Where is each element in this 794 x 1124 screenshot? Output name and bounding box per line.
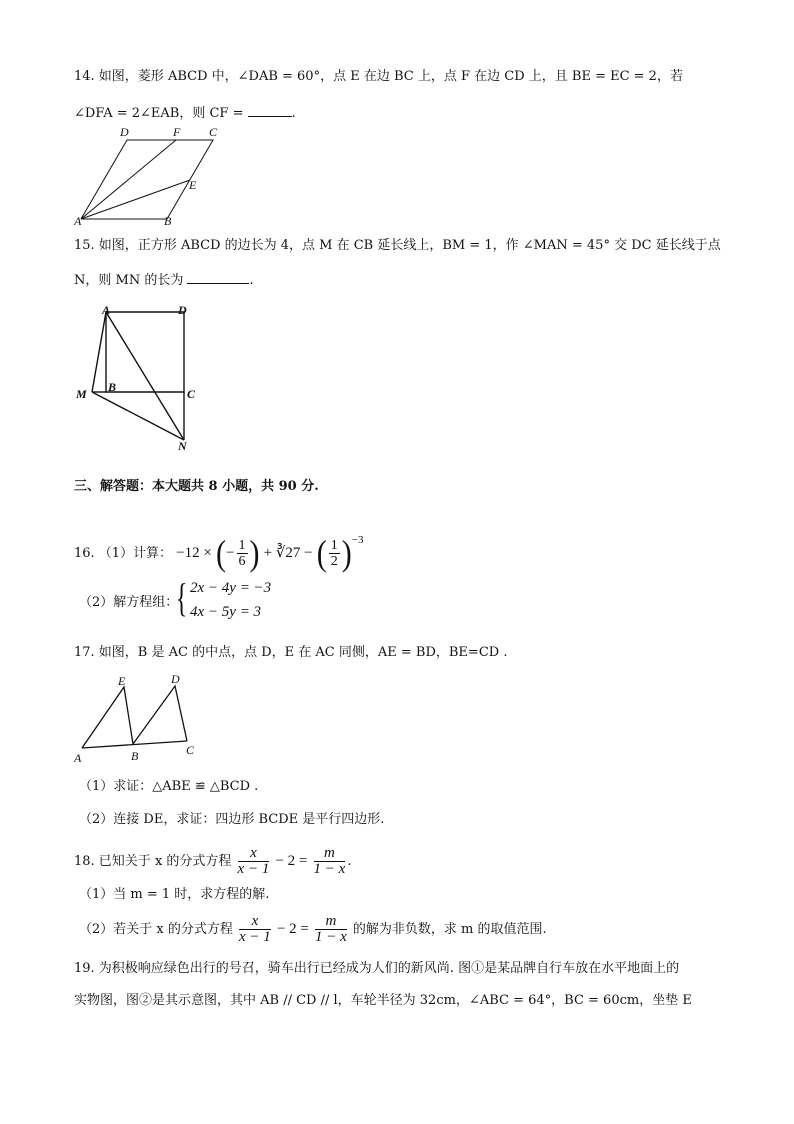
label-c: C xyxy=(187,387,196,401)
q14-line2-text: ∠DFA = 2∠EAB，则 CF = xyxy=(74,106,244,121)
q16-root-term: + ∛27 − xyxy=(263,545,313,561)
segment-am xyxy=(92,312,106,392)
section-title: 三、解答题：本大题共 8 小题，共 90 分. xyxy=(74,479,319,494)
frac-num: 1 xyxy=(330,538,338,553)
label-d: D xyxy=(171,672,180,686)
q18-part1: （1）当 m = 1 时，求方程的解. xyxy=(79,887,270,902)
label-d: D xyxy=(120,125,129,139)
q18-end: . xyxy=(347,854,352,869)
triangle-bcd-sides xyxy=(133,686,187,744)
frac-num: x xyxy=(238,846,270,862)
label-c: C xyxy=(209,125,218,139)
q16-part1-prefix: 16. （1）计算： xyxy=(74,546,173,561)
q15-line2-text: N，则 MN 的长为 xyxy=(74,273,184,288)
q18-prefix: 18. 已知关于 x 的分式方程 xyxy=(74,854,232,869)
figure-q15-square xyxy=(72,300,212,455)
frac-den: 1 − x xyxy=(313,861,346,877)
q16-part2-label: （2）解方程组： xyxy=(79,595,179,610)
label-b: B xyxy=(108,380,117,394)
frac-den: 1 − x xyxy=(315,929,347,945)
label-m: M xyxy=(76,387,87,401)
label-e: E xyxy=(189,178,197,192)
frac-den: x − 1 xyxy=(237,861,270,877)
q14-line2 xyxy=(74,102,296,123)
frac-den: x − 1 xyxy=(239,929,271,945)
fraction-1-2 xyxy=(329,538,340,569)
fraction-m-over-1-minus-x xyxy=(315,914,347,945)
q14-line1: 14. 如图，菱形 ABCD 中，∠DAB = 60°，点 E 在边 BC 上，点 F 在边 CD 上，且 BE = EC = 2，若 xyxy=(74,69,683,84)
frac-num: m xyxy=(314,846,346,862)
q17-line1: 17. 如图，B 是 AC 的中点，点 D，E 在 AC 同侧，AE = BD，BE=CD . xyxy=(74,645,508,660)
q18-line1 xyxy=(74,844,351,879)
left-paren: ( xyxy=(316,533,327,573)
segment-ae xyxy=(81,180,190,219)
label-e: E xyxy=(118,674,126,688)
square-outline xyxy=(106,312,184,392)
label-f: F xyxy=(173,125,181,139)
label-a: A xyxy=(74,214,82,226)
left-brace: { xyxy=(175,575,188,620)
right-paren: ) xyxy=(249,533,260,573)
q15-line2-end: . xyxy=(249,273,254,288)
equation-2: 4x − 5y = 3 xyxy=(190,604,262,620)
q18-part2-suffix: 的解为非负数，求 m 的取值范围. xyxy=(352,922,547,937)
answer-blank-15 xyxy=(187,269,249,284)
q18-part2 xyxy=(79,912,547,947)
q17-part1: （1）求证：△ABE ≌ △BCD . xyxy=(79,779,259,794)
q18-mid: − 2 = xyxy=(276,921,309,937)
q15-line1: 15. 如图，正方形 ABCD 的边长为 4，点 M 在 CB 延长线上，BM = 1，作 ∠MAN = 45° 交 DC 延长线于点 xyxy=(74,238,721,253)
triangle-abe-sides xyxy=(82,687,133,748)
label-a: A xyxy=(74,751,82,765)
q19-line2: 实物图，图②是其示意图，其中 AB // CD // l，车轮半径为 32cm，∠ABC = 64°，BC = 60cm，坐垫 E xyxy=(74,993,692,1008)
q16-exponent: −3 xyxy=(351,534,364,546)
fraction-m-over-1-minus-x xyxy=(314,846,346,877)
q14-line2-end: . xyxy=(291,106,296,121)
label-c: C xyxy=(186,743,195,757)
left-paren: ( xyxy=(216,533,227,573)
frac-den: 6 xyxy=(238,554,246,569)
fraction-x-over-x-minus-1 xyxy=(239,914,271,945)
frac-num: 1 xyxy=(238,538,246,553)
label-a: A xyxy=(102,303,111,317)
q18-mid: − 2 = xyxy=(275,853,308,869)
fraction-1-6 xyxy=(237,538,248,569)
label-b: B xyxy=(131,749,139,763)
frac-den: 2 xyxy=(330,554,338,569)
fraction-x-over-x-minus-1 xyxy=(238,846,270,877)
label-n: N xyxy=(178,439,187,453)
label-b: B xyxy=(164,214,172,226)
frac-num: x xyxy=(239,914,271,930)
answer-blank-14 xyxy=(248,102,292,117)
q16-expr-a: −12 × xyxy=(176,545,212,561)
segment-mn xyxy=(92,392,184,440)
q19-line1: 19. 为积极响应绿色出行的号召，骑车出行已经成为人们的新风尚. 图①是某品牌自行车放在水平地面上的 xyxy=(74,961,680,976)
equation-1: 2x − 4y = −3 xyxy=(190,580,272,596)
q18-part2-prefix: （2）若关于 x 的分式方程 xyxy=(79,922,233,937)
segment-af xyxy=(81,140,176,219)
segment-an xyxy=(106,312,184,440)
q17-part2: （2）连接 DE，求证：四边形 BCDE 是平行四边形. xyxy=(79,812,385,827)
figure-q17-triangles xyxy=(70,668,210,768)
label-d: D xyxy=(178,303,187,317)
right-paren: ) xyxy=(341,533,352,573)
figure-q14-rhombus xyxy=(70,124,230,226)
q16-part1 xyxy=(74,522,363,572)
frac-num: m xyxy=(315,914,347,930)
q15-line2 xyxy=(74,269,254,290)
q16-frac1-sign: − xyxy=(226,545,235,561)
